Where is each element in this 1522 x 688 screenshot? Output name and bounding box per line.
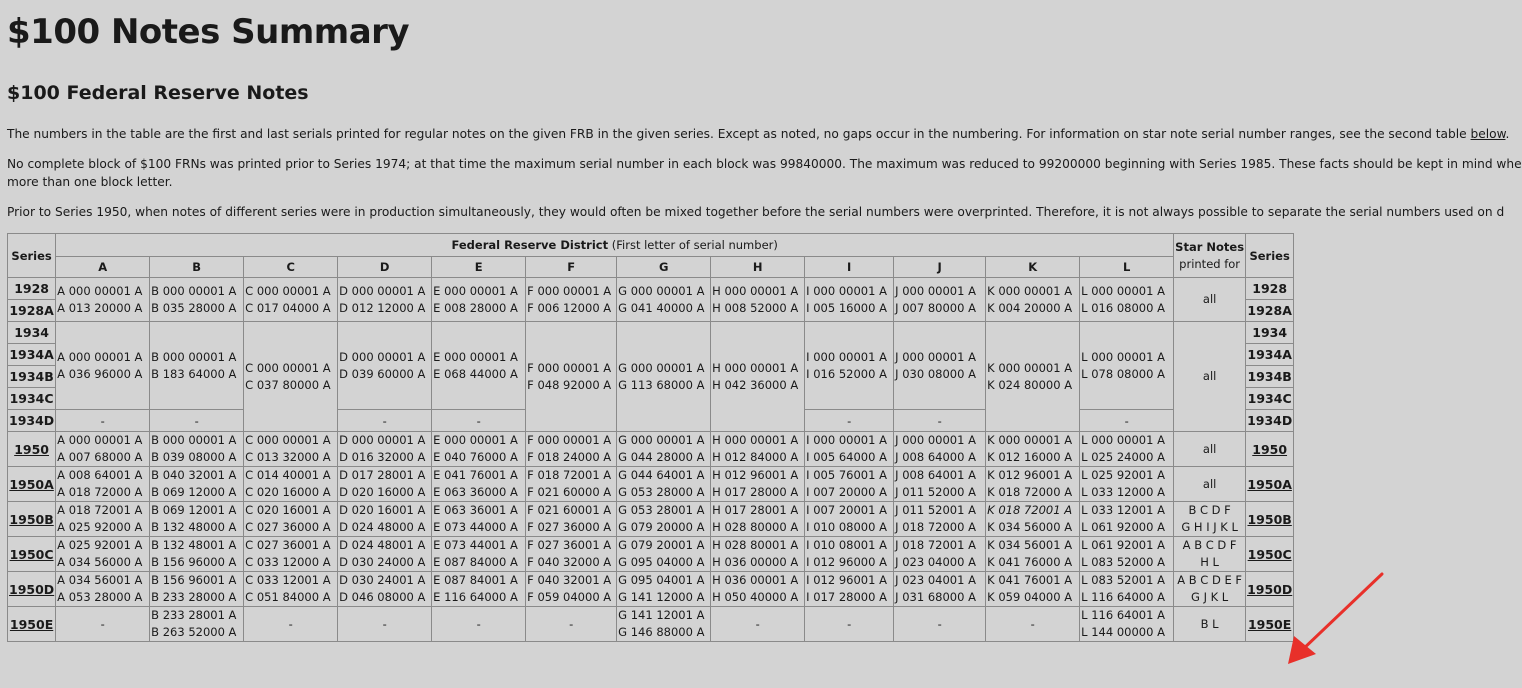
serial-range: G 000 00001 A G 041 40000 A <box>617 278 711 322</box>
star-notes-cell: all <box>1174 278 1246 322</box>
series-header: Series <box>8 234 56 278</box>
serial-range: C 014 40001 A C 020 16000 A <box>244 467 338 502</box>
section-heading: $100 Federal Reserve Notes <box>7 82 309 104</box>
empty-cell: - <box>56 410 150 432</box>
serial-range: A 034 56001 A A 053 28000 A <box>56 572 150 607</box>
serial-range: F 000 00001 A F 048 92000 A <box>526 322 617 432</box>
star-notes-cell: all <box>1174 322 1246 432</box>
series-link[interactable]: 1950B <box>1246 502 1294 537</box>
district-header: D <box>338 257 432 278</box>
serial-range: I 010 08001 A I 012 96000 A <box>805 537 894 572</box>
series-label: 1934A <box>8 344 56 366</box>
serial-range: B 000 00001 A B 039 08000 A <box>150 432 244 467</box>
serial-range: H 036 00001 A H 050 40000 A <box>711 572 805 607</box>
star-notes-cell: all <box>1174 432 1246 467</box>
serial-range: C 020 16001 A C 027 36000 A <box>244 502 338 537</box>
serial-range: L 083 52001 A L 116 64000 A <box>1080 572 1174 607</box>
star-notes-cell: A B C D F H L <box>1174 537 1246 572</box>
series-header-right: Series <box>1246 234 1294 278</box>
serial-range: H 000 00001 A H 012 84000 A <box>711 432 805 467</box>
serial-range: B 000 00001 A B 183 64000 A <box>150 322 244 410</box>
serial-range: C 027 36001 A C 033 12000 A <box>244 537 338 572</box>
series-label: 1934B <box>8 366 56 388</box>
serial-range: H 000 00001 A H 042 36000 A <box>711 322 805 432</box>
district-header: K <box>986 257 1080 278</box>
serial-range: L 000 00001 A L 025 24000 A <box>1080 432 1174 467</box>
serial-range: I 000 00001 A I 005 16000 A <box>805 278 894 322</box>
serial-range: C 000 00001 A C 037 80000 A <box>244 322 338 432</box>
serial-range: A 000 00001 A A 013 20000 A <box>56 278 150 322</box>
series-label: 1934D <box>1246 410 1294 432</box>
serial-range: G 044 64001 A G 053 28000 A <box>617 467 711 502</box>
serial-range: D 030 24001 A D 046 08000 A <box>338 572 432 607</box>
series-label: 1934C <box>1246 388 1294 410</box>
serial-range: G 053 28001 A G 079 20000 A <box>617 502 711 537</box>
serial-range: G 141 12001 A G 146 88000 A <box>617 607 711 642</box>
district-header: B <box>150 257 244 278</box>
empty-cell: - <box>894 607 986 642</box>
serial-range: J 008 64001 A J 011 52000 A <box>894 467 986 502</box>
district-header: C <box>244 257 338 278</box>
district-header: I <box>805 257 894 278</box>
district-header: J <box>894 257 986 278</box>
serial-range: G 000 00001 A G 113 68000 A <box>617 322 711 432</box>
star-notes-header: Star Notes printed for <box>1174 234 1246 278</box>
empty-cell: - <box>432 410 526 432</box>
star-notes-cell: all <box>1174 467 1246 502</box>
series-link[interactable]: 1950B <box>8 502 56 537</box>
serial-range: G 079 20001 A G 095 04000 A <box>617 537 711 572</box>
serial-range: L 000 00001 A L 078 08000 A <box>1080 322 1174 410</box>
serial-range: B 156 96001 A B 233 28000 A <box>150 572 244 607</box>
empty-cell: - <box>432 607 526 642</box>
empty-cell: - <box>338 410 432 432</box>
serial-range: D 000 00001 A D 039 60000 A <box>338 322 432 410</box>
district-header: G <box>617 257 711 278</box>
serial-range: I 005 76001 A I 007 20000 A <box>805 467 894 502</box>
serial-range: L 061 92001 A L 083 52000 A <box>1080 537 1174 572</box>
serial-range: A 008 64001 A A 018 72000 A <box>56 467 150 502</box>
serial-range: A 018 72001 A A 025 92000 A <box>56 502 150 537</box>
serial-range: K 034 56001 A K 041 76000 A <box>986 537 1080 572</box>
serial-range: E 000 00001 A E 040 76000 A <box>432 432 526 467</box>
serial-range: H 012 96001 A H 017 28000 A <box>711 467 805 502</box>
serial-range: D 000 00001 A D 016 32000 A <box>338 432 432 467</box>
serial-range: C 000 00001 A C 017 04000 A <box>244 278 338 322</box>
series-link[interactable]: 1950 <box>8 432 56 467</box>
table-row <box>8 432 1294 467</box>
serial-range: I 000 00001 A I 016 52000 A <box>805 322 894 410</box>
empty-cell: - <box>56 607 150 642</box>
series-link[interactable]: 1950D <box>1246 572 1294 607</box>
serial-range: F 040 32001 A F 059 04000 A <box>526 572 617 607</box>
table-row <box>8 322 1294 344</box>
serial-range: E 000 00001 A E 008 28000 A <box>432 278 526 322</box>
serial-range: J 018 72001 A J 023 04000 A <box>894 537 986 572</box>
serial-range: H 000 00001 A H 008 52000 A <box>711 278 805 322</box>
serial-range: E 063 36001 A E 073 44000 A <box>432 502 526 537</box>
table-row <box>8 467 1294 502</box>
series-link[interactable]: 1950E <box>1246 607 1294 642</box>
empty-cell: - <box>526 607 617 642</box>
empty-cell: - <box>244 607 338 642</box>
empty-cell: - <box>805 410 894 432</box>
serial-range: E 073 44001 A E 087 84000 A <box>432 537 526 572</box>
series-label: 1934D <box>8 410 56 432</box>
star-notes-cell: B C D F G H I J K L <box>1174 502 1246 537</box>
district-header: E <box>432 257 526 278</box>
table-row <box>8 537 1294 572</box>
serial-range: A 000 00001 A A 007 68000 A <box>56 432 150 467</box>
star-notes-cell: A B C D E F G J K L <box>1174 572 1246 607</box>
serial-range: J 000 00001 A J 007 80000 A <box>894 278 986 322</box>
empty-cell: - <box>805 607 894 642</box>
serial-range: D 017 28001 A D 020 16000 A <box>338 467 432 502</box>
serial-range: H 017 28001 A H 028 80000 A <box>711 502 805 537</box>
series-link[interactable]: 1950D <box>8 572 56 607</box>
serial-range: E 041 76001 A E 063 36000 A <box>432 467 526 502</box>
series-label: 1928 <box>1246 278 1294 300</box>
serial-range: I 007 20001 A I 010 08000 A <box>805 502 894 537</box>
series-link[interactable]: 1950A <box>1246 467 1294 502</box>
serial-range: C 033 12001 A C 051 84000 A <box>244 572 338 607</box>
series-link[interactable]: 1950E <box>8 607 56 642</box>
serial-range: J 011 52001 A J 018 72000 A <box>894 502 986 537</box>
serial-range: L 033 12001 A L 061 92000 A <box>1080 502 1174 537</box>
empty-cell: - <box>338 607 432 642</box>
series-label: 1928 <box>8 278 56 300</box>
serial-range: F 000 00001 A F 006 12000 A <box>526 278 617 322</box>
serial-range: J 000 00001 A J 030 08000 A <box>894 322 986 410</box>
serial-range: E 000 00001 A E 068 44000 A <box>432 322 526 410</box>
serial-range: F 000 00001 A F 018 24000 A <box>526 432 617 467</box>
empty-cell: - <box>1080 410 1174 432</box>
serial-range: I 012 96001 A I 017 28000 A <box>805 572 894 607</box>
serial-range: K 000 00001 A K 004 20000 A <box>986 278 1080 322</box>
serial-range: J 023 04001 A J 031 68000 A <box>894 572 986 607</box>
serial-range: B 132 48001 A B 156 96000 A <box>150 537 244 572</box>
serial-range: F 021 60001 A F 027 36000 A <box>526 502 617 537</box>
serial-range: K 018 72001 A K 034 56000 A <box>986 502 1080 537</box>
series-label: 1928A <box>1246 300 1294 322</box>
notes-table <box>7 233 1294 642</box>
series-label: 1934C <box>8 388 56 410</box>
serial-range: A 000 00001 A A 036 96000 A <box>56 322 150 410</box>
serial-range: G 000 00001 A G 044 28000 A <box>617 432 711 467</box>
table-row <box>8 607 1294 642</box>
below-link[interactable]: below <box>1470 127 1506 141</box>
serial-range: F 027 36001 A F 040 32000 A <box>526 537 617 572</box>
table-row <box>8 278 1294 300</box>
serial-range: B 040 32001 A B 069 12000 A <box>150 467 244 502</box>
series-label: 1934B <box>1246 366 1294 388</box>
serial-range: K 000 00001 A K 024 80000 A <box>986 322 1080 432</box>
serial-range: G 095 04001 A G 141 12000 A <box>617 572 711 607</box>
serial-range: D 024 48001 A D 030 24000 A <box>338 537 432 572</box>
empty-cell: - <box>894 410 986 432</box>
series-label: 1928A <box>8 300 56 322</box>
series-link[interactable]: 1950 <box>1246 432 1294 467</box>
serial-range: L 025 92001 A L 033 12000 A <box>1080 467 1174 502</box>
serial-range: J 000 00001 A J 008 64000 A <box>894 432 986 467</box>
serial-range: I 000 00001 A I 005 64000 A <box>805 432 894 467</box>
serial-range: L 116 64001 A L 144 00000 A <box>1080 607 1174 642</box>
district-header: L <box>1080 257 1174 278</box>
empty-cell: - <box>986 607 1080 642</box>
series-link[interactable]: 1950C <box>1246 537 1294 572</box>
serial-range: B 000 00001 A B 035 28000 A <box>150 278 244 322</box>
serial-range: K 041 76001 A K 059 04000 A <box>986 572 1080 607</box>
serial-range: K 000 00001 A K 012 16000 A <box>986 432 1080 467</box>
series-label: 1934 <box>8 322 56 344</box>
empty-cell: - <box>711 607 805 642</box>
mixing-paragraph: Prior to Series 1950, when notes of different series were in production simultaneously, they would often be mixed together before the serial numbers were overprinted. Therefore, it is not always possible to separate the serial numbers used on d <box>7 205 1505 219</box>
serial-range: B 233 28001 A B 263 52000 A <box>150 607 244 642</box>
series-label: 1934 <box>1246 322 1294 344</box>
serial-range: D 000 00001 A D 012 12000 A <box>338 278 432 322</box>
serial-range: A 025 92001 A A 034 56000 A <box>56 537 150 572</box>
frd-header: Federal Reserve District (First letter of serial number) <box>56 234 1174 257</box>
district-header: F <box>526 257 617 278</box>
district-header: H <box>711 257 805 278</box>
block-paragraph: No complete block of $100 FRNs was printed prior to Series 1974; at that time the maximum serial number in each block was 99840000. The maximum was reduced to 99200000 beginning with Series 1985. These facts should be kept in mind whe more than one block letter. <box>7 157 1522 189</box>
star-notes-cell: B L <box>1174 607 1246 642</box>
serial-range: F 018 72001 A F 021 60000 A <box>526 467 617 502</box>
series-link[interactable]: 1950A <box>8 467 56 502</box>
serial-range: K 012 96001 A K 018 72000 A <box>986 467 1080 502</box>
district-header: A <box>56 257 150 278</box>
page-title: $100 Notes Summary <box>7 12 410 52</box>
annotation-arrow-icon <box>1280 570 1390 670</box>
intro-paragraph: The numbers in the table are the first and last serials printed for regular notes on the given FRB in the given series. Except as noted, no gaps occur in the numbering. For information on star note serial number ranges, see the second table below. <box>7 127 1510 141</box>
table-row <box>8 572 1294 607</box>
serial-range: E 087 84001 A E 116 64000 A <box>432 572 526 607</box>
table-row <box>8 502 1294 537</box>
serial-range: L 000 00001 A L 016 08000 A <box>1080 278 1174 322</box>
serial-range: C 000 00001 A C 013 32000 A <box>244 432 338 467</box>
serial-range: H 028 80001 A H 036 00000 A <box>711 537 805 572</box>
serial-range: B 069 12001 A B 132 48000 A <box>150 502 244 537</box>
series-link[interactable]: 1950C <box>8 537 56 572</box>
series-label: 1934A <box>1246 344 1294 366</box>
empty-cell: - <box>150 410 244 432</box>
serial-range: D 020 16001 A D 024 48000 A <box>338 502 432 537</box>
